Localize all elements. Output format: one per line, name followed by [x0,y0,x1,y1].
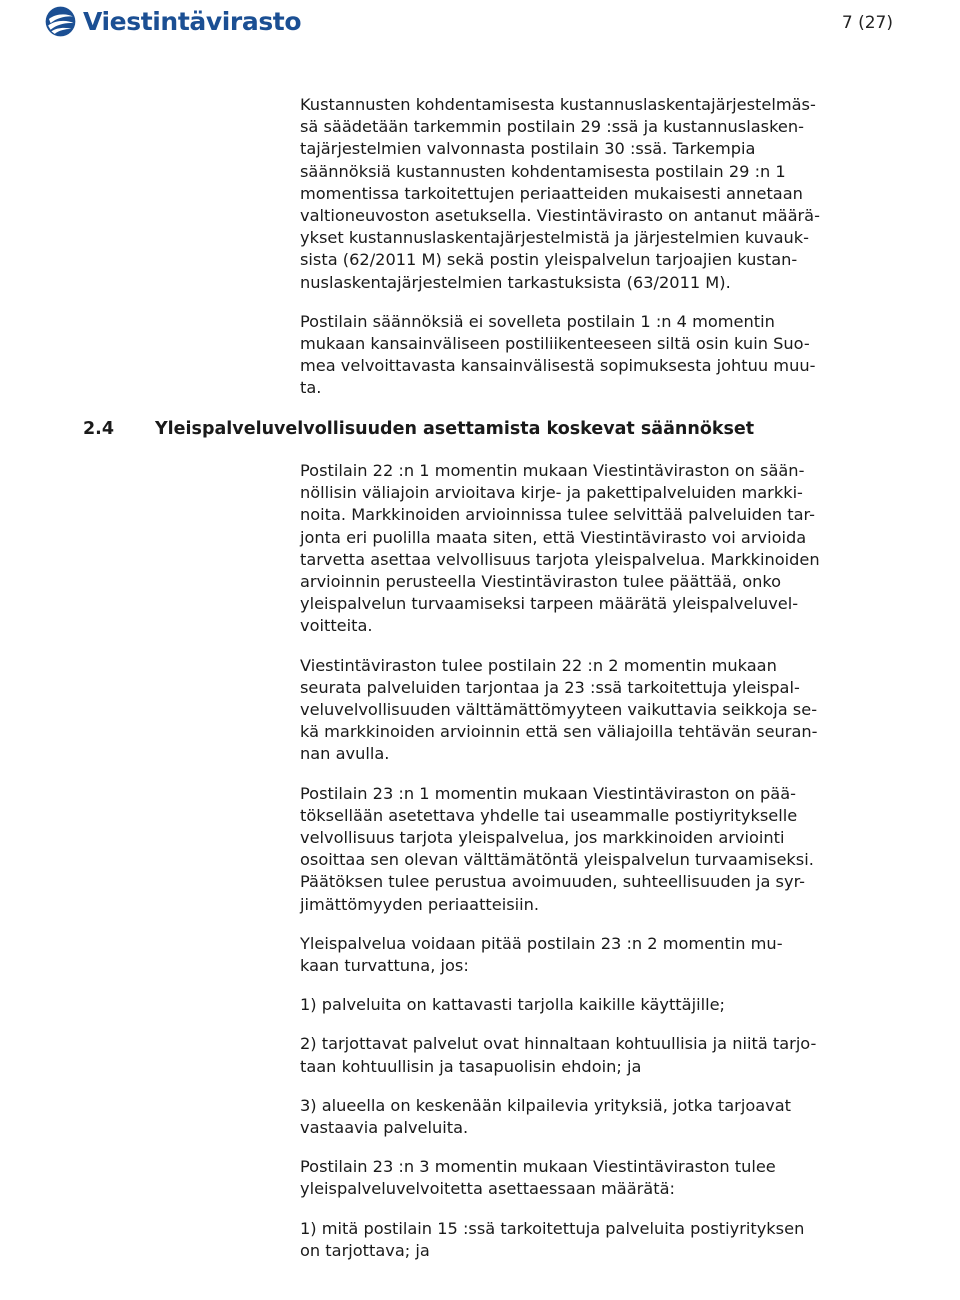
logo-text: Viestintävirasto [83,6,302,36]
list-item: 3) alueella on keskenään kilpailevia yrityksiä, jotka tarjoavat vastaavia palveluita. [300,1095,791,1138]
section-body [300,460,900,1279]
paragraph: Kustannusten kohdentamisesta kustannuslaskentajärjestelmäs- sä säädetään tarkemmin postilain 29 :ssä ja kustannuslasken- tajärjestelmien valvonnasta postilain 30 :ssä. Tarkempia säännöksiä kustannusten kohdentamisesta postilain 29 :n 1 momentissa tarkoitettujen periaatteiden mukaisesti annetaan valtioneuvoston asetuksella. Viestintävirasto on antanut määrä- ykset kustannuslaskentajärjestelmistä ja järjestelmien kuvauk- sista (62/2011 M) sekä postin yleispalvelun tarjoajien kustan- nuslaskentajärjestelmien tarkastuksista (63/2011 M). [300,95,820,292]
list-item: 1) palveluita on kattavasti tarjolla kaikille käyttäjille; [300,995,725,1015]
paragraph: Postilain 23 :n 1 momentin mukaan Viestintäviraston on pää- töksellään asetettava yhdelle tai useammalle postiyritykselle velvollisuus tarjota yleispalvelua, jos markkinoiden arviointi osoittaa sen olevan välttämätöntä yleispalvelun turvaamiseksi. Päätöksen tulee perustua avoimuuden, suhteellisuuden ja syr- jimättömyyden periaatteisiin. [300,783,814,914]
page-number: 7 (27) [841,13,893,33]
page-header [0,0,960,50]
paragraph: Yleispalvelua voidaan pitää postilain 23 :n 2 momentin mu- kaan turvattuna, jos: [300,933,783,976]
paragraph: Postilain 23 :n 3 momentin mukaan Viestintäviraston tulee yleispalveluvelvoitetta asettaessaan määrätä: [300,1157,776,1199]
paragraph: Postilain 22 :n 1 momentin mukaan Viestintäviraston on sään- nöllisin väliajoin arvioitava kirje- ja pakettipalveluiden markki- noita. Markkinoiden arvioinnissa tulee selvittää palveluiden tar- jonta eri puolilla maata siten, että Viestintävirasto voi arvioida tarvetta asettaa velvollisuus tarjota yleispalvelua. Markkinoiden arvioinnin perusteella Viestintäviraston tulee päättää, onko yleispalvelun turvaamiseksi tarpeen määrätä yleispalveluvel- voitteita. [300,461,820,636]
intro-section [300,94,900,417]
logo [44,4,301,38]
list-item: 2) tarjottavat palvelut ovat hinnaltaan kohtuullisia ja niitä tarjo- taan kohtuullisin ja tasapuolisin ehdoin; ja [300,1034,817,1076]
list-item: 1) mitä postilain 15 :ssä tarkoitettuja palveluita postiyrityksen on tarjottava; ja [300,1218,805,1260]
paragraph: Viestintäviraston tulee postilain 22 :n 2 momentin mukaan seurata palveluiden tarjontaa ja 23 :ssä tarkoitettuja yleispal- veluvelvollisuuden välttämättömyyteen vaikuttavia seikkoja se- kä markkinoiden arvioinnin että sen väliajoilla tehtävän seuran- nan avulla. [300,655,818,764]
logo-globe-icon [44,5,77,38]
section-heading [83,419,903,439]
section-number: 2.4 [83,419,115,439]
section-title: Yleispalveluvelvollisuuden asettamista koskevat säännökset [155,419,755,439]
paragraph: Postilain säännöksiä ei sovelleta postilain 1 :n 4 momentin mukaan kansainväliseen postiliikenteeseen siltä osin kuin Suo- mea velvoittavasta kansainvälisestä sopimuksesta johtuu muu- ta. [300,311,816,398]
